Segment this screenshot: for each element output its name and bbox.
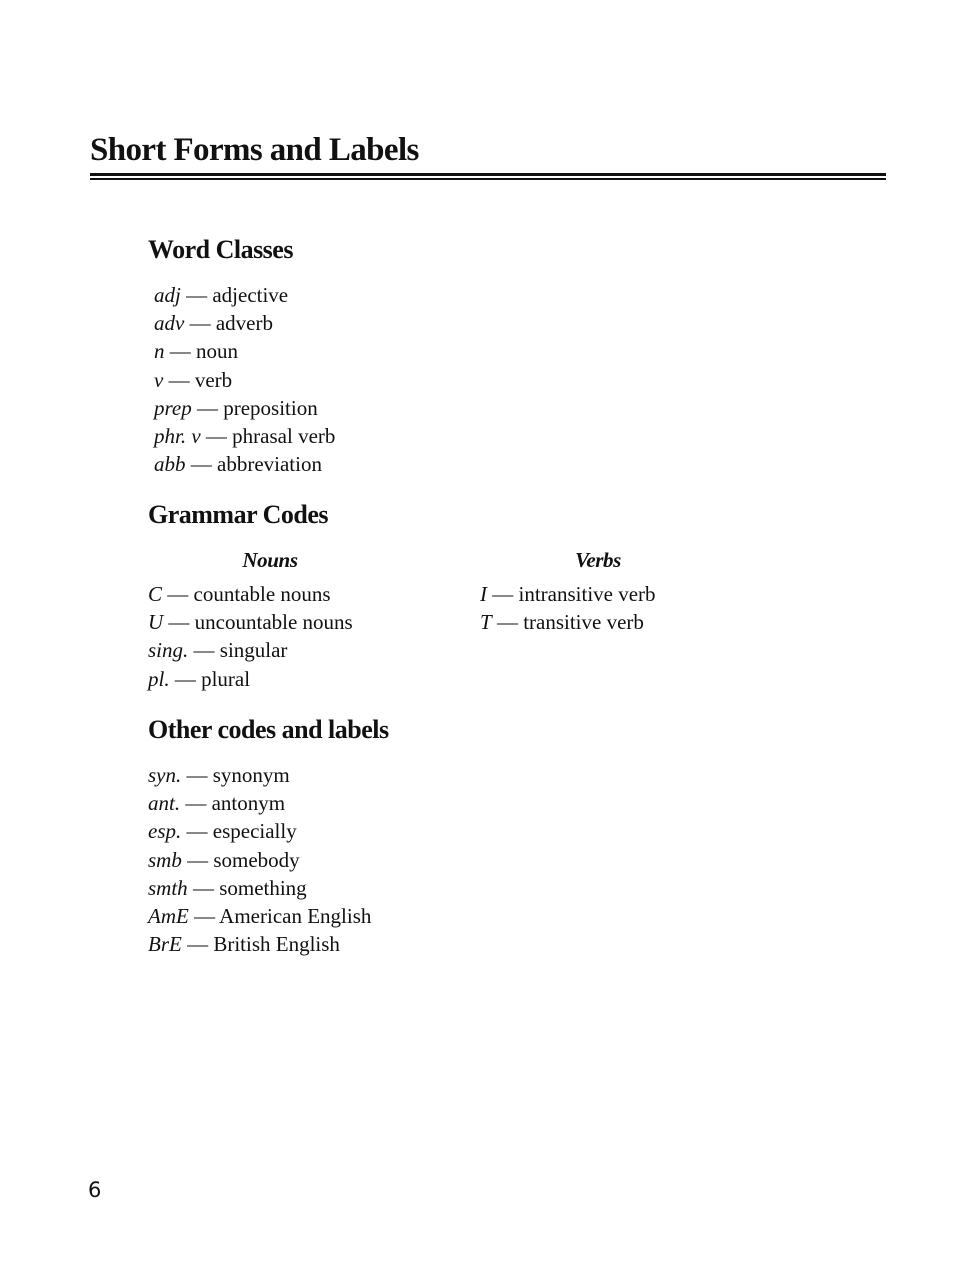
abbreviation-entry — [154, 450, 335, 478]
entry-meaning: abbreviation — [217, 452, 322, 477]
abbreviation-entry — [148, 817, 371, 845]
abbreviation-entry — [480, 608, 656, 636]
entry-abbreviation: syn. — [148, 763, 182, 787]
entry-meaning: antonym — [211, 791, 286, 816]
entry-abbreviation: adv — [154, 311, 185, 336]
abbreviation-entry — [154, 337, 335, 365]
entry-separator: — — [181, 763, 213, 787]
entry-separator: — — [191, 395, 224, 420]
verbs-codes-list — [480, 580, 656, 636]
entry-separator: — — [181, 847, 214, 872]
entry-meaning: plural — [201, 666, 251, 691]
verbs-column-heading: Verbs — [575, 548, 621, 572]
entry-abbreviation: pl. — [148, 666, 170, 691]
entry-meaning: adjective — [212, 283, 289, 307]
abbreviation-entry — [154, 281, 335, 309]
entry-abbreviation: C — [148, 582, 163, 606]
word-classes-list — [154, 281, 335, 478]
entry-abbreviation: esp. — [148, 819, 182, 844]
entry-separator: — — [188, 638, 220, 663]
entry-abbreviation: phr. v — [154, 423, 201, 448]
word-classes-heading: Word Classes — [148, 235, 293, 264]
entry-abbreviation: BrE — [148, 932, 182, 957]
entry-abbreviation: ant. — [148, 791, 181, 816]
abbreviation-entry — [148, 902, 371, 930]
entry-separator: — — [181, 932, 214, 957]
entry-separator: — — [187, 875, 220, 900]
abbreviation-entry — [148, 580, 353, 608]
other-codes-list — [148, 761, 371, 958]
entry-separator: — — [491, 610, 524, 635]
entry-abbreviation: T — [480, 610, 492, 635]
abbreviation-entry — [148, 846, 371, 874]
entry-abbreviation: I — [480, 582, 487, 606]
entry-separator: — — [185, 452, 217, 477]
abbreviation-entry — [148, 930, 371, 958]
entry-meaning: especially — [212, 819, 297, 844]
entry-separator: — — [180, 283, 213, 307]
entry-separator: — — [169, 666, 202, 691]
abbreviation-entry — [154, 366, 335, 394]
page-title: Short Forms and Labels — [90, 132, 419, 168]
abbreviation-entry — [148, 874, 371, 902]
entry-meaning: American English — [219, 903, 372, 928]
entry-abbreviation: prep — [154, 395, 192, 420]
abbreviation-entry — [148, 636, 353, 664]
entry-meaning: transitive verb — [523, 610, 644, 635]
entry-abbreviation: smth — [148, 875, 188, 900]
entry-meaning: British English — [213, 932, 340, 957]
entry-separator: — — [181, 819, 213, 844]
entry-abbreviation: adj — [154, 283, 181, 307]
entry-separator: — — [163, 610, 195, 635]
entry-meaning: countable nouns — [193, 582, 331, 606]
entry-meaning: phrasal verb — [232, 423, 336, 448]
page-number: 6 — [88, 1178, 102, 1202]
abbreviation-entry — [148, 761, 371, 789]
abbreviation-entry — [148, 608, 353, 636]
entry-meaning: synonym — [212, 763, 290, 787]
entry-separator: — — [180, 791, 212, 816]
entry-meaning: adverb — [215, 311, 273, 336]
entry-abbreviation: n — [154, 339, 165, 364]
abbreviation-entry — [148, 789, 371, 817]
entry-separator: — — [162, 582, 194, 606]
entry-meaning: somebody — [213, 847, 300, 872]
entry-meaning: singular — [219, 638, 288, 663]
other-codes-heading: Other codes and labels — [148, 715, 389, 744]
abbreviation-entry — [154, 422, 335, 450]
entry-separator: — — [487, 582, 519, 606]
entry-separator: — — [163, 367, 195, 392]
entry-meaning: uncountable nouns — [194, 610, 353, 635]
entry-abbreviation: smb — [148, 847, 182, 872]
entry-separator: — — [188, 903, 220, 928]
abbreviation-entry — [480, 580, 656, 608]
title-double-rule — [90, 173, 886, 180]
entry-abbreviation: U — [148, 610, 164, 635]
entry-abbreviation: sing. — [148, 638, 189, 663]
abbreviation-entry — [148, 665, 353, 693]
grammar-codes-heading: Grammar Codes — [148, 500, 329, 529]
entry-abbreviation: abb — [154, 452, 186, 477]
entry-abbreviation: AmE — [148, 903, 189, 928]
entry-meaning: preposition — [223, 395, 318, 420]
abbreviation-entry — [154, 394, 335, 422]
entry-meaning: something — [219, 875, 307, 900]
entry-meaning: intransitive verb — [518, 582, 656, 606]
entry-meaning: noun — [196, 339, 238, 364]
entry-separator: — — [184, 311, 216, 336]
abbreviation-entry — [154, 309, 335, 337]
entry-meaning: verb — [194, 367, 233, 392]
nouns-column-heading: Nouns — [242, 548, 298, 572]
entry-separator: — — [164, 339, 196, 364]
nouns-codes-list — [148, 580, 353, 693]
entry-abbreviation: v — [154, 367, 164, 392]
entry-separator: — — [200, 423, 233, 448]
